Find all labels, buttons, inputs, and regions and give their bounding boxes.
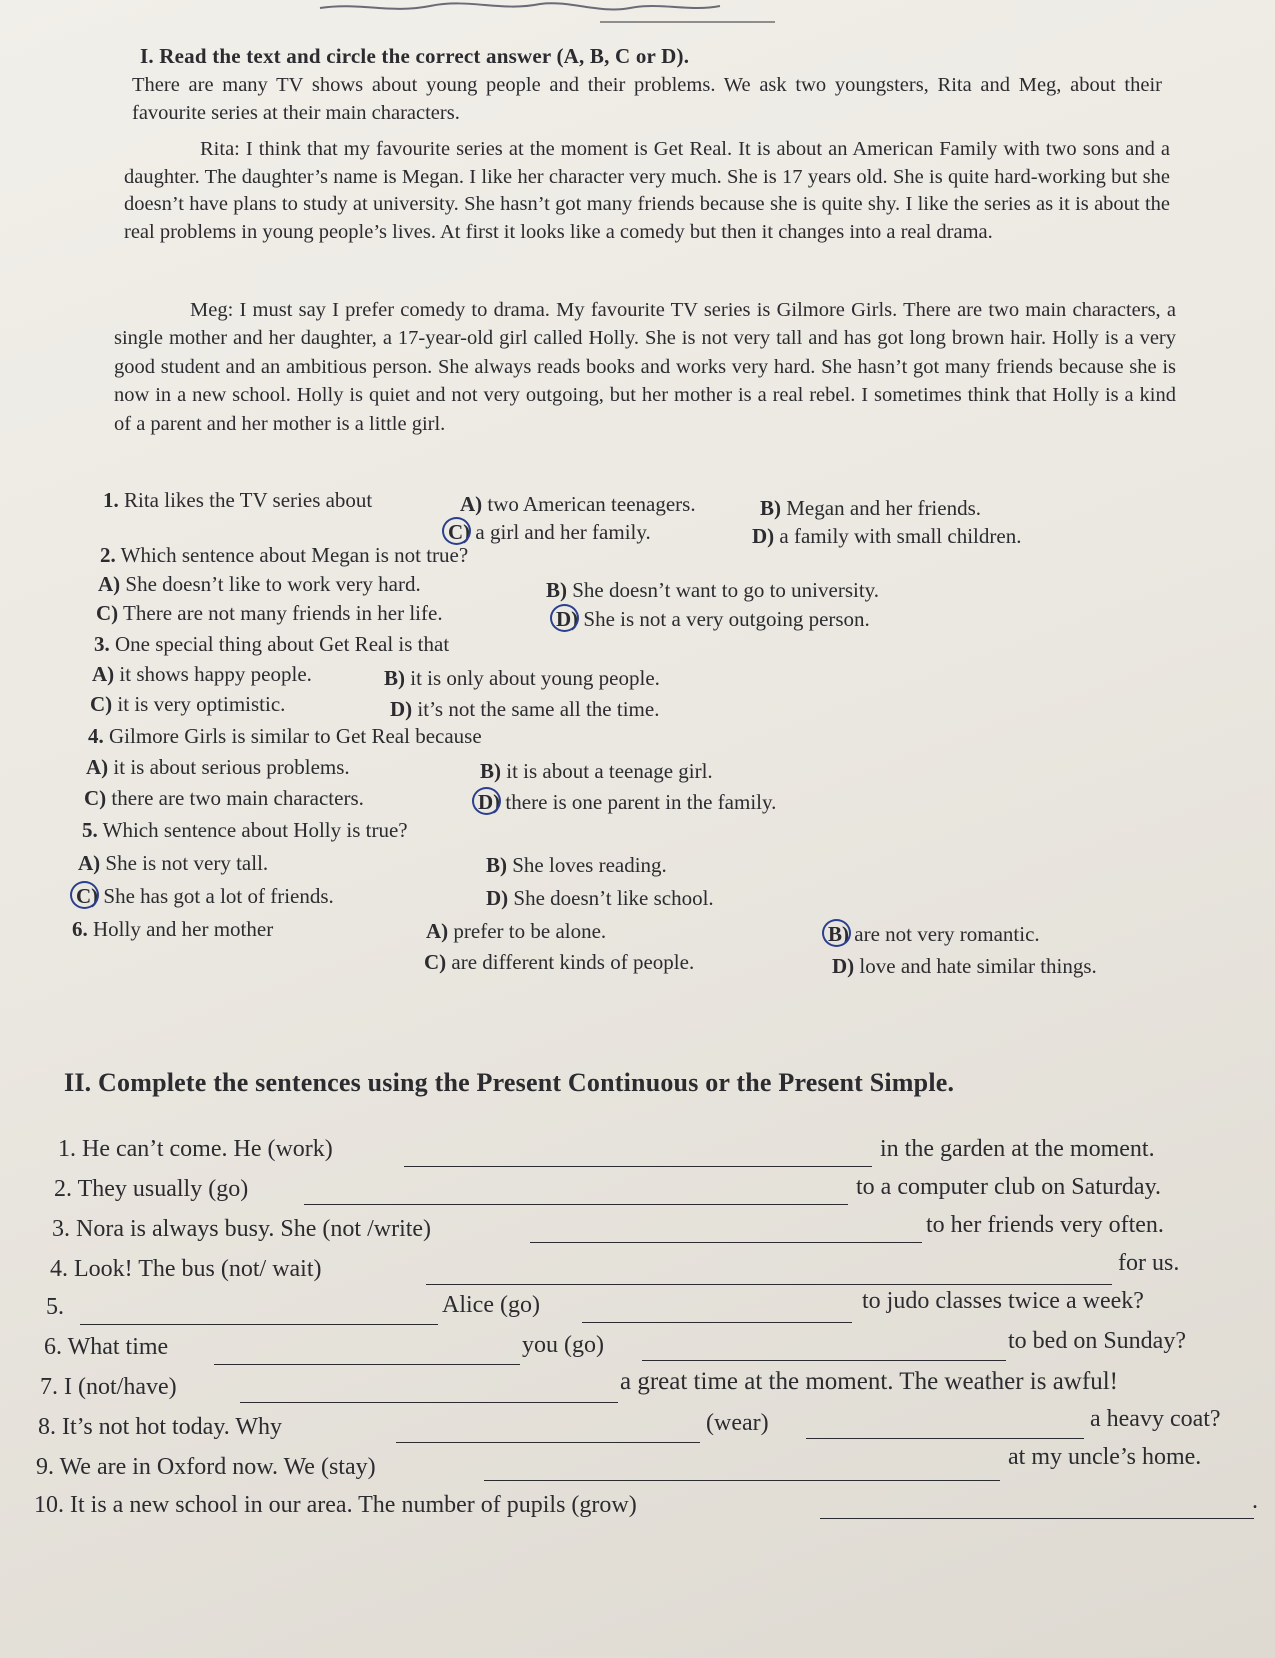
gap-item-6-end: to bed on Sunday? [1008,1328,1186,1354]
section-2-title: II. Complete the sentences using the Present Continuous or the Present Simple. [64,1068,955,1097]
gap-item-4-blank[interactable] [426,1284,1112,1285]
gap-item-3-end: to her friends very often. [926,1212,1164,1238]
handwritten-scribble [300,0,780,30]
question-4: 4. Gilmore Girls is similar to Get Real because [88,724,482,748]
question-3: 3. One special thing about Get Real is that [94,632,450,656]
gap-item-10-blank[interactable] [820,1518,1254,1519]
gap-item-8-mid: (wear) [706,1410,769,1436]
section-1-title: I. Read the text and circle the correct answer (A, B, C or D). [140,44,690,68]
q1-option-b[interactable]: B) Megan and her friends. [760,496,982,520]
q6-option-d[interactable]: D) love and hate similar things. [832,954,1097,978]
q3-option-b[interactable]: B) it is only about young people. [384,666,660,690]
q2-option-b[interactable]: B) She doesn’t want to go to university. [546,578,880,602]
gap-item-2-start: 2. They usually (go) [54,1176,249,1202]
rita-paragraph [124,136,1170,246]
q2-option-c[interactable]: C) There are not many friends in her life. [96,601,443,625]
gap-item-9-end: at my uncle’s home. [1008,1444,1202,1470]
q1-option-a[interactable]: A) two American teenagers. [460,492,696,516]
gap-item-6-mid: you (go) [522,1332,604,1358]
gap-item-8-end: a heavy coat? [1090,1406,1221,1432]
question-5: 5. Which sentence about Holly is true? [82,818,408,842]
q6-option-b[interactable]: B) are not very romantic. [828,922,1040,946]
q5-option-d[interactable]: D) She doesn’t like school. [486,886,714,910]
q6-option-a[interactable]: A) prefer to be alone. [426,919,607,943]
gap-item-6-blank-1[interactable] [214,1364,520,1365]
q4-option-c[interactable]: C) there are two main characters. [84,786,364,810]
gap-item-5-blank-1[interactable] [80,1324,438,1325]
meg-paragraph [114,296,1176,438]
gap-item-1-end: in the garden at the moment. [880,1136,1155,1162]
q5-option-a[interactable]: A) She is not very tall. [78,851,269,875]
q6-option-c[interactable]: C) are different kinds of people. [424,950,695,974]
gap-item-8-start: 8. It’s not hot today. Why [38,1414,282,1440]
gap-item-3-start: 3. Nora is always busy. She (not /write) [52,1216,432,1242]
gap-item-1-blank[interactable] [404,1166,872,1167]
gap-item-6-blank-2[interactable] [642,1360,1006,1361]
gap-item-8-blank-1[interactable] [396,1442,700,1443]
gap-item-7-blank[interactable] [240,1402,618,1403]
q1-option-c[interactable]: C) a girl and her family. [448,520,651,544]
gap-item-10-start: 10. It is a new school in our area. The number of pupils (grow) [34,1492,637,1518]
q1-option-d[interactable]: D) a family with small children. [752,524,1022,548]
q4-option-d[interactable]: D) there is one parent in the family. [478,790,777,814]
gap-item-4-start: 4. Look! The bus (not/ wait) [50,1256,322,1282]
q5-option-c[interactable]: C) She has got a lot of friends. [76,884,334,908]
gap-item-5-mid: Alice (go) [442,1292,540,1318]
gap-item-6-start: 6. What time [44,1334,169,1360]
q4-option-b[interactable]: B) it is about a teenage girl. [480,759,713,783]
gap-item-7-end: a great time at the moment. The weather is awful! [620,1368,1118,1395]
gap-item-4-end: for us. [1118,1250,1180,1276]
question-6: 6. Holly and her mother [72,917,274,941]
gap-item-5-end: to judo classes twice a week? [862,1288,1144,1314]
gap-item-3-blank[interactable] [530,1242,922,1243]
rita-text: Rita: I think that my favourite series at the moment is Get Real. It is about an American Family with two sons and a daughter. The daughter’s name is Megan. I like her character very much. She is 17 years old. She is quite hard-working but she doesn’t have plans to study at university. She hasn’t got many friends because she is quite shy. I like the series as it is about the real problems in young people’s lives. At first it looks like a comedy but then it changes into a real drama. [124,138,1170,243]
q5-option-b[interactable]: B) She loves reading. [486,853,667,877]
question-1: 1. Rita likes the TV series about [103,488,373,512]
q3-option-d[interactable]: D) it’s not the same all the time. [390,697,660,721]
gap-item-2-end: to a computer club on Saturday. [856,1174,1162,1200]
intro-text: There are many TV shows about young people and their problems. We ask two youngsters, Rita and Meg, about their favourite series at their main characters. [132,74,1162,124]
q2-option-a[interactable]: A) She doesn’t like to work very hard. [98,572,421,596]
gap-item-7-start: 7. I (not/have) [40,1374,177,1400]
gap-item-5-blank-2[interactable] [582,1322,852,1323]
q3-option-a[interactable]: A) it shows happy people. [92,662,312,686]
gap-item-10-end: . [1252,1488,1258,1514]
gap-item-2-blank[interactable] [304,1204,848,1205]
q3-option-c[interactable]: C) it is very optimistic. [90,692,286,716]
gap-item-5-start: 5. [46,1294,64,1320]
gap-item-1-start: 1. He can’t come. He (work) [58,1136,333,1162]
gap-item-9-blank[interactable] [484,1480,1000,1481]
q4-option-a[interactable]: A) it is about serious problems. [86,755,350,779]
question-2: 2. Which sentence about Megan is not true? [100,543,469,567]
gap-item-9-start: 9. We are in Oxford now. We (stay) [36,1454,376,1480]
gap-item-8-blank-2[interactable] [806,1438,1084,1439]
q2-option-d[interactable]: D) She is not a very outgoing person. [556,607,870,631]
meg-text: Meg: I must say I prefer comedy to drama. My favourite TV series is Gilmore Girls. There are two main characters, a single mother and her daughter, a 17-year-old girl called Holly. She is not very tall and has got long brown hair. Holly is a very good student and an ambitious person. She always reads books and works very hard. She hasn’t got many friends because she is now in a new school. Holly is quiet and not very outgoing, but her mother is a real rebel. I sometimes think that Holly is a kind of a parent and her mother is a little girl. [114,299,1176,435]
intro-paragraph [132,72,1162,127]
